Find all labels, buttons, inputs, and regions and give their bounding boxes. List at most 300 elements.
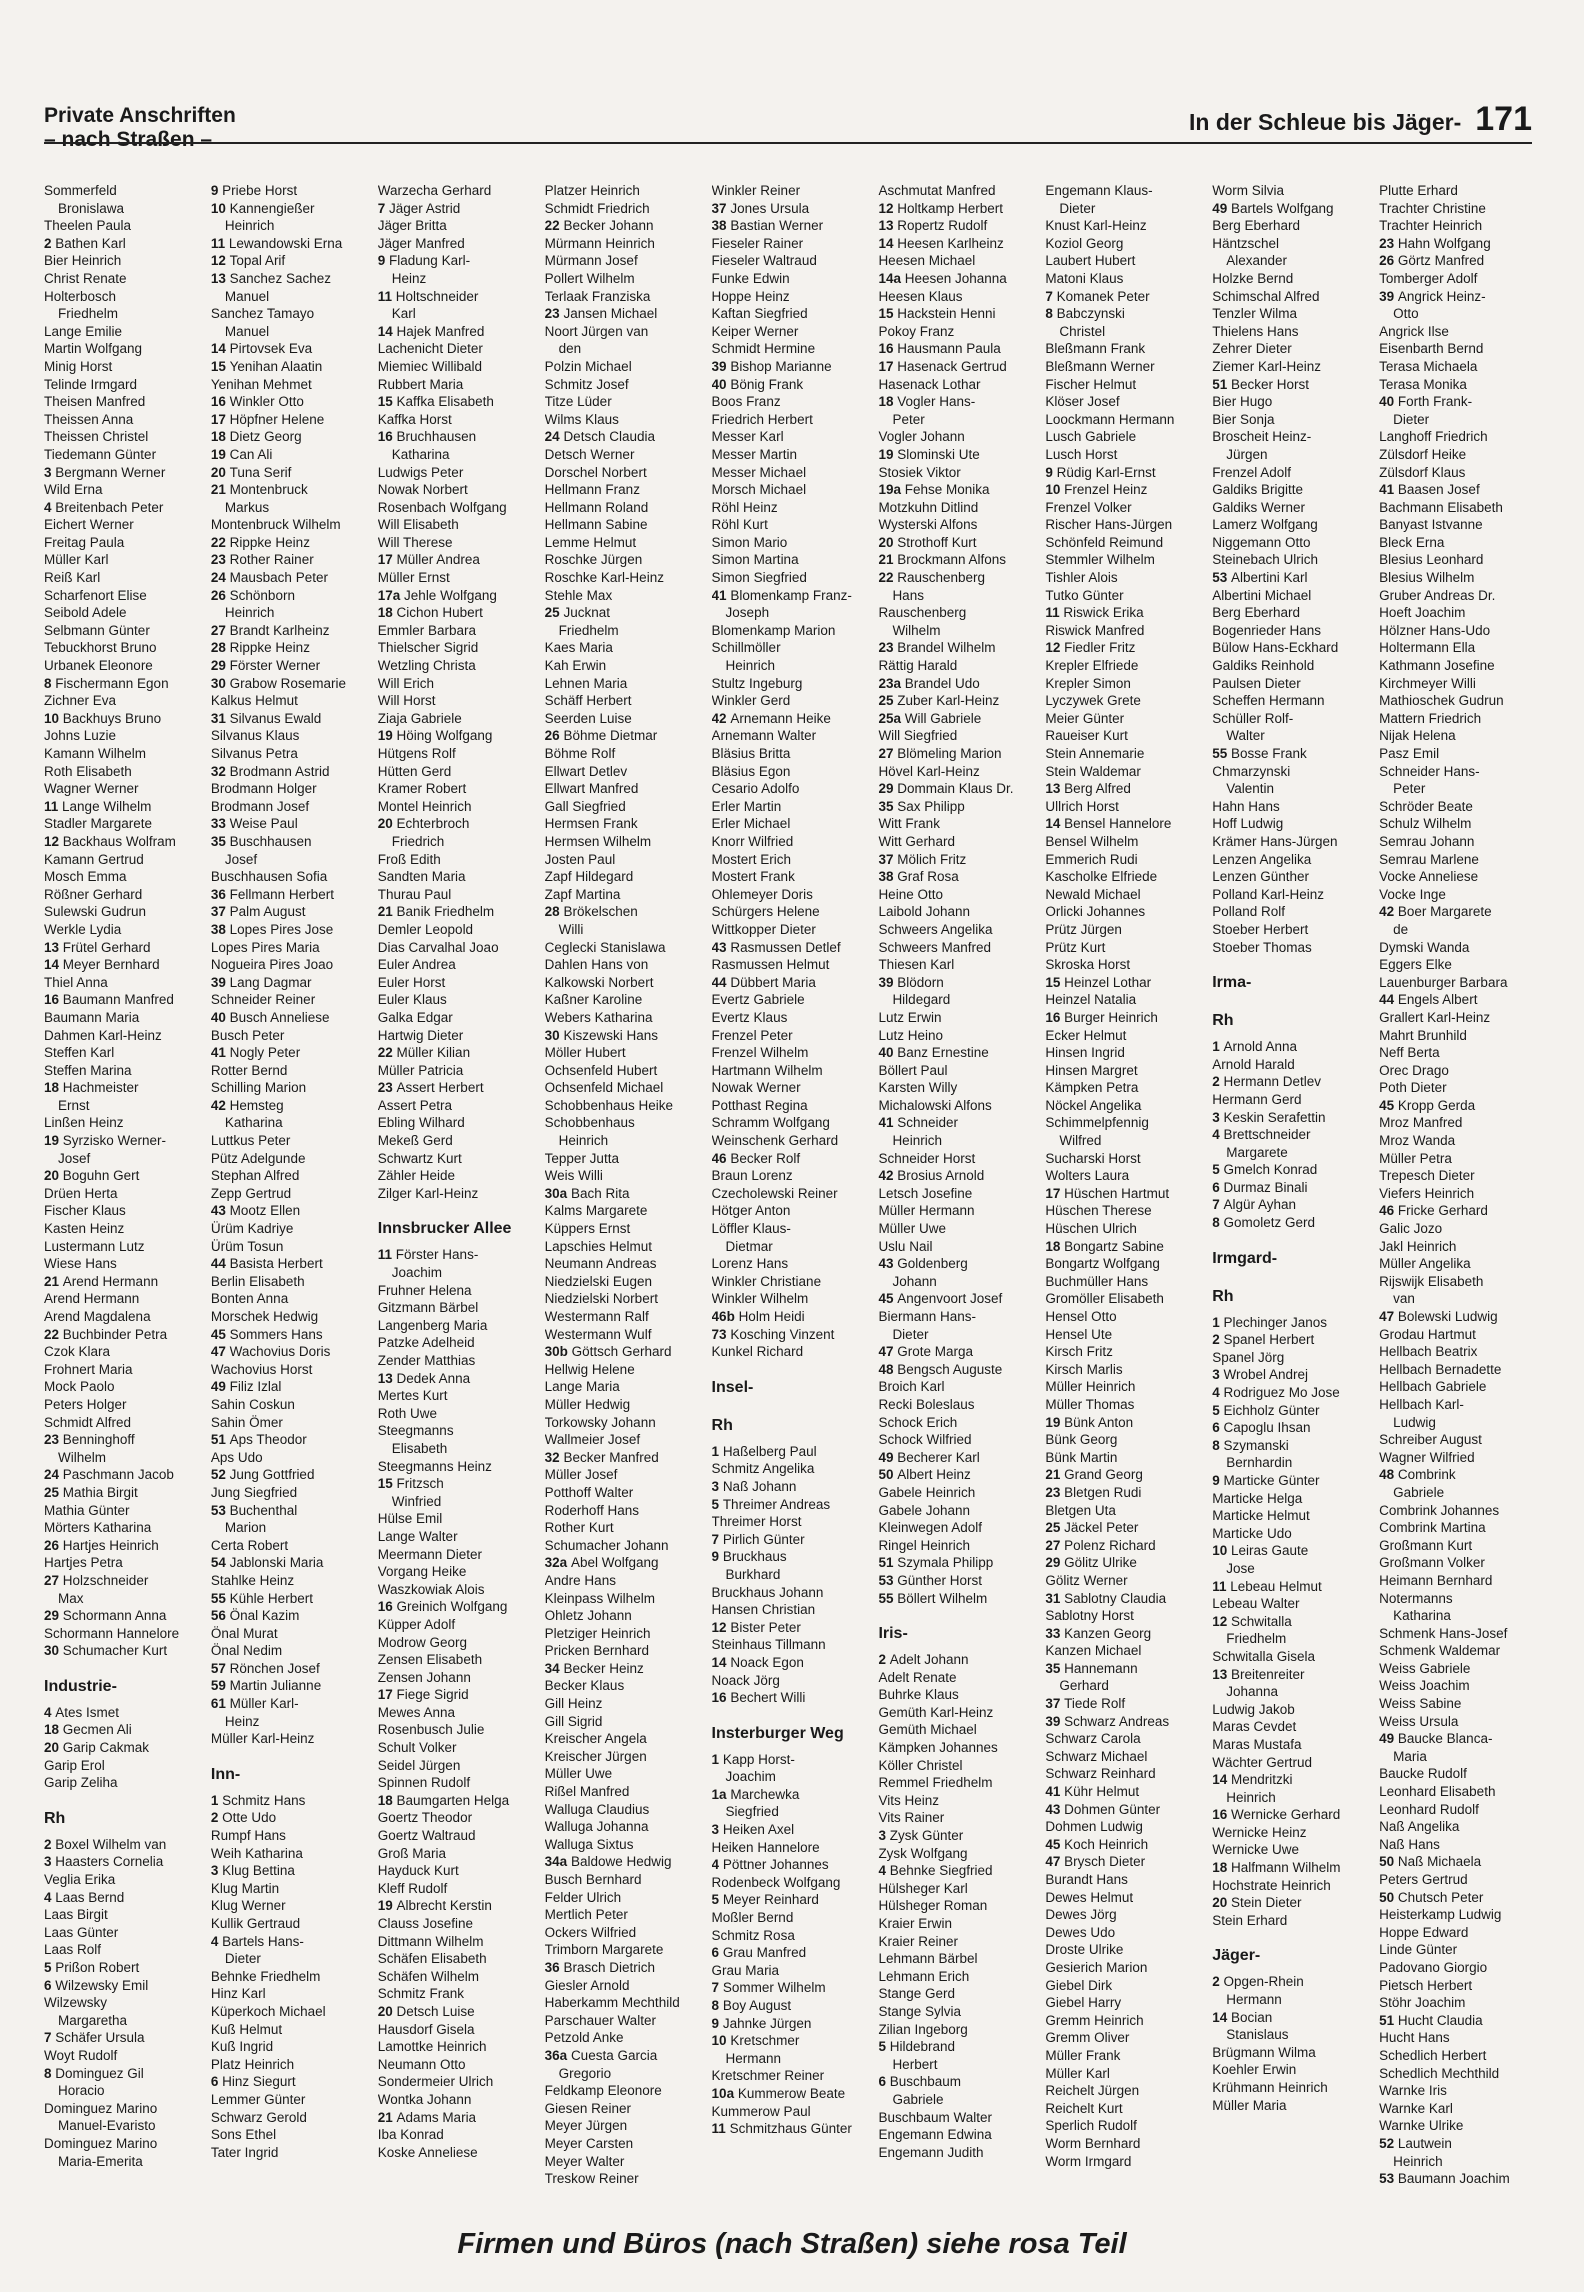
entry-continuation: Gerhard [1059, 1678, 1109, 1694]
resident-entry: 29 Schormann Anna [44, 1608, 167, 1624]
resident-entry: Veglia Erika [44, 1872, 116, 1888]
resident-entry: Raueiser Kurt [1045, 728, 1128, 744]
resident-entry: Galdiks Reinhold [1212, 658, 1315, 674]
house-number: 3 [1212, 1109, 1224, 1125]
resident-entry: 9 Priebe Horst [210, 183, 298, 198]
house-number: 23 [210, 552, 230, 568]
resident-entry: Mürmann Josef [544, 253, 638, 269]
house-number: 41 [711, 587, 731, 603]
resident-entry: 12 Schwitalla [1212, 1613, 1292, 1629]
house-number: 17 [210, 411, 230, 427]
resident-entry: Hucht Hans [1379, 2030, 1450, 2046]
house-number: 52 [1379, 2135, 1398, 2151]
resident-entry: Schmitz Josef [544, 376, 629, 392]
house-number: 14 [878, 235, 898, 251]
resident-entry: Weinschenk Gerhard [711, 1133, 839, 1149]
house-number: 8 [44, 675, 56, 691]
resident-entry: 24 Mausbach Peter [210, 570, 328, 586]
resident-entry: Telinde Irmgard [44, 376, 138, 392]
house-number: 30a [544, 1185, 571, 1201]
house-number: 51 [210, 1432, 230, 1448]
entry-continuation: Heinz [224, 1713, 260, 1729]
resident-entry: Ceglecki Stanislawa [544, 939, 666, 955]
house-number: 2 [210, 1810, 223, 1826]
resident-entry: Meier Günter [1045, 710, 1125, 726]
resident-entry: Ringel Heinrich [878, 1537, 970, 1553]
resident-entry: Ellwart Detlev [544, 763, 628, 779]
resident-entry: Engemann Judith [878, 2144, 984, 2160]
resident-entry: 47 Brysch Dieter [1045, 1854, 1146, 1870]
house-number: 24 [544, 429, 564, 445]
resident-entry: Kullik Gertraud [210, 1916, 301, 1931]
resident-entry: 28 Rippke Heinz [210, 640, 310, 656]
resident-entry: 44 Basista Herbert [210, 1256, 323, 1272]
resident-entry: Moßler Bernd [711, 1910, 794, 1926]
house-number: 20 [377, 2003, 397, 2019]
resident-entry: Mertes Kurt [377, 1388, 448, 1404]
resident-entry: Threimer Horst [711, 1514, 802, 1530]
resident-entry: Luttkus Peter [210, 1133, 291, 1149]
entry-continuation: Katharina [224, 1115, 283, 1131]
entry-continuation: Joseph [725, 605, 770, 621]
resident-entry: Hoff Ludwig [1212, 816, 1284, 832]
house-number: 16 [377, 429, 397, 445]
house-number: 2 [1212, 1332, 1224, 1348]
resident-entry: Remmel Friedhelm [878, 1775, 993, 1791]
resident-entry: Blesius Leonhard [1379, 552, 1484, 568]
resident-entry: Terlaak Franziska [544, 288, 651, 304]
resident-entry: 12 Topal Arif [210, 253, 286, 269]
house-number: 8 [44, 2065, 56, 2081]
resident-entry: Meyer Jürgen [544, 2118, 628, 2134]
house-number: 32 [210, 763, 230, 779]
house-number: 22 [377, 1045, 397, 1061]
resident-entry: Müller Karl [1045, 2065, 1110, 2081]
resident-entry: Zichner Eva [44, 693, 117, 709]
house-number: 23 [1045, 1484, 1065, 1500]
resident-entry: Michalowski Alfons [878, 1097, 992, 1113]
resident-entry: Karsten Willy [878, 1080, 958, 1096]
resident-entry: 57 Rönchen Josef [210, 1660, 320, 1676]
house-number: 29 [210, 658, 230, 674]
resident-entry: Schwarz Reinhard [1045, 1766, 1156, 1782]
resident-entry: Bläsius Egon [711, 763, 791, 779]
resident-entry: Schwarz Gerold [210, 2109, 307, 2125]
entry-continuation: Burkhard [725, 1566, 781, 1582]
resident-entry: Müller Uwe [878, 1221, 946, 1237]
resident-entry: Schwitalla Gisela [1212, 1648, 1316, 1664]
house-number: 29 [1045, 1555, 1065, 1571]
house-number: 23 [878, 640, 898, 656]
resident-entry: Clauss Josefine [377, 1916, 474, 1931]
directory-column [1379, 182, 1536, 2202]
resident-entry: Fieseler Rainer [711, 235, 804, 251]
resident-entry: Uslu Nail [878, 1238, 933, 1254]
resident-entry: Schönfeld Reimund [1045, 534, 1164, 550]
house-number: 44 [210, 1256, 230, 1272]
resident-entry: Koske Anneliese [377, 2144, 478, 2160]
resident-entry: Müller Ernst [377, 570, 450, 586]
house-number: 46 [1379, 1203, 1398, 1219]
resident-entry: Kreischer Jürgen [544, 1748, 647, 1764]
resident-entry: Mroz Manfred [1379, 1115, 1463, 1131]
resident-entry: 40 Forth Frank- [1379, 394, 1473, 410]
resident-entry: Mertlich Peter [544, 1907, 628, 1923]
entry-continuation: Johanna [1226, 1684, 1279, 1700]
resident-entry: Bletgen Uta [1045, 1502, 1116, 1518]
resident-entry: Lehmann Erich [878, 1968, 970, 1984]
resident-entry: Peters Holger [44, 1396, 127, 1412]
house-number: 1 [711, 1443, 723, 1459]
resident-entry: Rättig Harald [878, 658, 958, 674]
resident-entry: 31 Silvanus Ewald [210, 710, 322, 726]
resident-entry: Vits Rainer [878, 1810, 945, 1826]
resident-entry: Tater Ingrid [210, 2144, 279, 2160]
resident-entry: 11 Holtschneider [377, 288, 479, 304]
resident-entry: 13 Berg Alfred [1045, 781, 1131, 797]
resident-entry: Tebuckhorst Bruno [44, 640, 157, 656]
resident-entry: Josten Paul [544, 851, 616, 867]
house-number: 27 [1045, 1537, 1065, 1553]
resident-entry: 24 Paschmann Jacob [44, 1467, 174, 1483]
resident-entry: Schedlich Mechthild [1379, 2065, 1500, 2081]
resident-entry: Kamann Gertrud [44, 851, 144, 867]
resident-entry: Frenzel Wilhelm [711, 1045, 809, 1061]
resident-entry: Ebling Wilhard [377, 1115, 465, 1131]
street-heading: Jäger- [1212, 1947, 1261, 1965]
resident-entry: 32 Brodmann Astrid [210, 763, 330, 779]
resident-entry: Will Horst [377, 693, 436, 709]
resident-entry: 53 Buchenthal [210, 1502, 298, 1518]
house-number: 1 [210, 1792, 223, 1808]
resident-entry: 42 Boer Margarete [1379, 904, 1492, 920]
resident-entry: Feldkamp Eleonore [544, 2083, 662, 2099]
resident-entry: Ockers Wilfried [544, 1924, 637, 1940]
resident-entry: Giebel Harry [1045, 1995, 1122, 2011]
resident-entry: 25 Jucknat [544, 605, 610, 621]
resident-entry: 37 Mölich Fritz [878, 851, 967, 867]
resident-entry: Evertz Klaus [711, 1009, 788, 1025]
house-number: 15 [377, 1476, 397, 1492]
resident-entry: Sahin Coskun [210, 1396, 295, 1412]
house-number: 1a [711, 1786, 731, 1802]
resident-entry: 14 Bensel Hannelore [1045, 816, 1172, 832]
resident-entry: Mattern Friedrich [1379, 710, 1482, 726]
running-title: In der Schleue bis Jäger- [1189, 109, 1462, 135]
resident-entry: 29 Förster Werner [210, 658, 321, 674]
resident-entry: Hartwig Dieter [377, 1027, 464, 1043]
resident-entry: Gabele Heinrich [878, 1484, 976, 1500]
resident-entry: Trepesch Dieter [1379, 1168, 1475, 1184]
entry-continuation: Katharina [1393, 1608, 1451, 1624]
house-number: 37 [711, 200, 731, 216]
resident-entry: Lopes Pires Maria [210, 939, 320, 955]
resident-entry: Lustermann Lutz [44, 1238, 145, 1254]
resident-entry: Miemiec Willibald [377, 358, 483, 374]
entry-continuation: Dieter [1059, 200, 1096, 216]
resident-entry: 41 Kühr Helmut [1045, 1784, 1140, 1800]
resident-entry: 42 Hemsteg [210, 1097, 284, 1113]
house-number: 4 [711, 1857, 723, 1873]
resident-entry: 8 Szymanski [1212, 1437, 1289, 1453]
resident-entry: 26 Hartjes Heinrich [44, 1537, 159, 1553]
resident-entry: Urbanek Eleonore [44, 658, 153, 674]
entry-continuation: Bronislawa [58, 200, 125, 216]
resident-entry: Müller Patricia [377, 1062, 464, 1078]
resident-entry: Sucharski Horst [1045, 1150, 1141, 1166]
resident-entry: 23 Brandel Wilhelm [878, 640, 996, 656]
resident-entry: 46b Holm Heidi [711, 1309, 805, 1324]
resident-entry: 1a Marchewka [711, 1786, 800, 1802]
resident-entry: Bensel Wilhelm [1045, 833, 1139, 849]
house-number: 38 [711, 218, 731, 234]
resident-entry: Assert Petra [377, 1097, 453, 1113]
resident-entry: Kalkus Helmut [210, 693, 298, 709]
resident-entry: Wagner Werner [44, 781, 139, 797]
house-number: 25 [1045, 1520, 1065, 1536]
resident-entry: Schmidt Friedrich [544, 200, 650, 216]
directory-column [378, 182, 535, 2202]
house-number: 13 [377, 1370, 397, 1386]
resident-entry: Schult Volker [377, 1740, 457, 1756]
resident-entry: Simon Siegfried [711, 570, 807, 586]
resident-entry: Hülsheger Karl [878, 1880, 968, 1896]
resident-entry: Schwarz Carola [1045, 1731, 1141, 1747]
house-number: 21 [878, 552, 898, 568]
resident-entry: Hermsen Frank [544, 816, 638, 832]
resident-entry: Gill Heinz [544, 1696, 603, 1712]
resident-entry: Häntzschel [1212, 235, 1280, 251]
resident-entry: 43 Goldenberg [878, 1256, 968, 1272]
house-number: 53 [1379, 2171, 1398, 2187]
resident-entry: Brügmann Wilma [1212, 2044, 1316, 2060]
house-number: 12 [1212, 1613, 1231, 1629]
resident-entry: Blomenkamp Marion [711, 622, 836, 638]
resident-entry: 10 Backhuys Bruno [44, 710, 162, 726]
resident-entry: Kah Erwin [544, 658, 607, 674]
resident-entry: Langhoff Friedrich [1379, 429, 1488, 445]
house-number: 12 [878, 200, 898, 216]
resident-entry: 1 Arnold Anna [1212, 1039, 1298, 1055]
resident-entry: Fruhner Helena [377, 1282, 472, 1298]
resident-entry: Terasa Monika [1379, 376, 1467, 392]
resident-entry: Stein Waldemar [1045, 763, 1141, 779]
resident-entry: 23 Benninghoff [44, 1432, 135, 1448]
resident-entry: 18 Gecmen Ali [44, 1722, 132, 1738]
house-number: 39 [210, 974, 230, 990]
resident-entry: Theissen Christel [44, 429, 149, 445]
house-number: 48 [878, 1361, 898, 1377]
house-number: 1 [1212, 1314, 1224, 1330]
resident-entry: Berg Eberhard [1212, 218, 1301, 234]
resident-entry: 49 Filiz Izlal [210, 1379, 282, 1395]
resident-entry: 30 Schumacher Kurt [44, 1643, 168, 1659]
entry-continuation: Joachim [725, 1769, 776, 1785]
resident-entry: Ludwigs Peter [377, 464, 464, 480]
resident-entry: 49 Baucke Blanca- [1379, 1731, 1493, 1747]
house-number: 13 [1045, 781, 1065, 797]
resident-entry: Winkler Gerd [711, 693, 791, 709]
resident-entry: 40 Busch Anneliese [210, 1009, 330, 1025]
resident-entry: 2 Spanel Herbert [1212, 1332, 1315, 1348]
resident-entry: Goertz Theodor [377, 1810, 473, 1826]
resident-entry: Certa Robert [210, 1537, 289, 1553]
house-number: 5 [878, 2039, 890, 2055]
house-number: 42 [210, 1097, 230, 1113]
house-number: 44 [1379, 992, 1398, 1008]
resident-entry: Rumpf Hans [210, 1828, 286, 1844]
resident-entry: Matoni Klaus [1045, 270, 1124, 286]
resident-entry: Kamann Wilhelm [44, 746, 147, 761]
house-number: 33 [210, 816, 230, 832]
resident-entry: Petzold Anke [544, 2030, 624, 2046]
resident-entry: 13 Breitenreiter [1212, 1666, 1305, 1682]
resident-entry: Spinnen Rudolf [377, 1775, 471, 1791]
resident-entry: 20 Boguhn Gert [44, 1168, 140, 1184]
resident-entry: Hochstrate Heinrich [1212, 1877, 1331, 1893]
resident-entry: 45 Kropp Gerda [1379, 1097, 1476, 1113]
entry-continuation: Willi [558, 921, 584, 937]
resident-entry: Zysk Wolfgang [878, 1845, 968, 1861]
house-number: 55 [210, 1590, 230, 1606]
resident-entry: 11 Lewandowski Erna [210, 235, 343, 251]
resident-entry: Mahrt Brunhild [1379, 1027, 1467, 1043]
resident-entry: Skroska Horst [1045, 957, 1131, 973]
resident-entry: 40 Banz Ernestine [878, 1045, 989, 1061]
resident-entry: Nogueira Pires Joao [210, 957, 334, 973]
resident-entry: Dymski Wanda [1379, 939, 1470, 955]
resident-entry: 39 Angrick Heinz- [1379, 288, 1486, 304]
resident-entry: 3 Bergmann Werner [44, 464, 166, 480]
resident-entry: Freitag Paula [44, 534, 125, 550]
resident-entry: 28 Brökelschen [544, 904, 638, 920]
house-number: 59 [210, 1678, 230, 1694]
resident-entry: Lamerz Wolfgang [1212, 517, 1318, 533]
house-number: 33 [1045, 1625, 1065, 1641]
entry-continuation: Wilfred [1059, 1133, 1102, 1149]
house-number: 43 [210, 1203, 230, 1219]
resident-entry: 18 Halfmann Wilhelm [1212, 1860, 1341, 1876]
resident-entry: Eggers Elke [1379, 957, 1452, 973]
house-number: 27 [210, 622, 230, 638]
resident-entry: 41 Schneider [878, 1115, 959, 1131]
entry-continuation: Maria [1393, 1748, 1427, 1764]
resident-entry: Buschhausen Sofia [210, 869, 328, 885]
resident-entry: Montel Heinrich [377, 798, 472, 814]
resident-entry: Zilger Karl-Heinz [377, 1185, 479, 1201]
resident-entry: Zähler Heide [377, 1168, 456, 1184]
resident-entry: 9 Bruckhaus [711, 1549, 787, 1565]
resident-entry: Nijak Helena [1379, 728, 1456, 744]
resident-entry: 2 Adelt Johann [878, 1652, 969, 1668]
resident-entry: Klug Martin [210, 1880, 280, 1896]
resident-entry: Hülse Emil [377, 1511, 443, 1527]
resident-entry: Klöser Josef [1045, 394, 1120, 410]
resident-entry: Dominguez Marino [44, 2100, 158, 2116]
resident-entry: Schmidt Hermine [711, 341, 816, 357]
house-number: 4 [44, 1889, 56, 1905]
resident-entry: Wontka Johann [377, 2091, 472, 2107]
resident-entry: Heimann Bernhard [1379, 1572, 1493, 1588]
resident-entry: Rother Kurt [544, 1520, 614, 1536]
house-number: 47 [1379, 1309, 1398, 1324]
resident-entry: Müller Josef [544, 1467, 618, 1483]
house-number: 41 [1379, 482, 1398, 498]
section-label [44, 104, 236, 152]
resident-entry: Müller Heinrich [1045, 1379, 1136, 1395]
resident-entry: Semrau Marlene [1379, 851, 1479, 867]
resident-entry: Mörters Katharina [44, 1520, 152, 1536]
resident-entry: Will Elisabeth [377, 517, 459, 533]
house-number: 73 [711, 1326, 731, 1342]
resident-entry: Kämpken Johannes [878, 1740, 998, 1756]
resident-entry: 14 Bocian [1212, 2009, 1273, 2025]
house-number: 4 [44, 1704, 56, 1720]
resident-entry: 34 Becker Heinz [544, 1660, 644, 1676]
resident-entry: Schneider Horst [878, 1150, 976, 1166]
resident-entry: Thiesen Karl [878, 957, 955, 973]
house-number: 37 [210, 904, 230, 920]
resident-entry: Winkler Wilhelm [711, 1291, 809, 1307]
resident-entry: Weiss Ursula [1379, 1713, 1459, 1729]
resident-entry: Krühmann Heinrich [1212, 2080, 1328, 2095]
resident-entry: Großmann Kurt [1379, 1537, 1473, 1553]
resident-entry: Stange Sylvia [878, 2003, 961, 2019]
house-number: 40 [711, 376, 731, 392]
house-number: 54 [210, 1555, 230, 1571]
resident-entry: 2 Opgen-Rhein [1212, 1974, 1304, 1990]
resident-entry: Silvanus Klaus [210, 728, 300, 744]
header-rule [44, 142, 1532, 144]
resident-entry: 36a Cuesta Garcia [544, 2047, 658, 2063]
resident-entry: 1 Haßelberg Paul [711, 1443, 817, 1459]
resident-entry: Rodenbeck Wolfgang [711, 1874, 841, 1890]
resident-entry: Ohletz Johann [544, 1608, 632, 1624]
entry-continuation: Ernst [58, 1097, 90, 1113]
resident-entry: Krepler Elfriede [1045, 658, 1139, 674]
resident-entry: 6 Buschbaum [878, 2074, 961, 2090]
house-number: 30 [544, 1027, 564, 1043]
resident-entry: Yenihan Mehmet [210, 376, 312, 392]
resident-entry: Trachter Christine [1379, 200, 1486, 216]
resident-entry: 24 Detsch Claudia [544, 429, 655, 445]
house-number: 28 [210, 640, 230, 656]
house-number: 19 [377, 1898, 397, 1914]
house-number: 41 [1045, 1784, 1065, 1800]
house-number: 15 [1045, 974, 1065, 990]
resident-entry: Euler Horst [377, 974, 446, 990]
resident-entry: Bünk Martin [1045, 1449, 1118, 1465]
resident-entry: 41 Blomenkamp Franz- [711, 587, 852, 603]
house-number: 48 [1379, 1467, 1398, 1483]
resident-entry: 16 Winkler Otto [210, 394, 304, 410]
resident-entry: Schillmöller [711, 640, 781, 656]
resident-entry: Worm Silvia [1212, 183, 1284, 198]
resident-entry: Winkler Reiner [711, 183, 801, 198]
entry-continuation: Friedhelm [58, 306, 119, 322]
house-number: 17 [377, 552, 397, 568]
resident-entry: Koziol Georg [1045, 235, 1124, 251]
resident-entry: Mewes Anna [377, 1704, 456, 1720]
resident-entry: 4 Breitenbach Peter [44, 499, 164, 515]
resident-entry: Hansen Christian [711, 1602, 816, 1618]
house-number: 18 [44, 1080, 63, 1096]
entry-continuation: Elisabeth [391, 1440, 448, 1456]
resident-entry: Weih Katharina [210, 1845, 303, 1861]
resident-entry: Kummerow Paul [711, 2103, 811, 2119]
resident-entry: Kreischer Angela [544, 1731, 647, 1747]
house-number: 17a [377, 587, 405, 603]
